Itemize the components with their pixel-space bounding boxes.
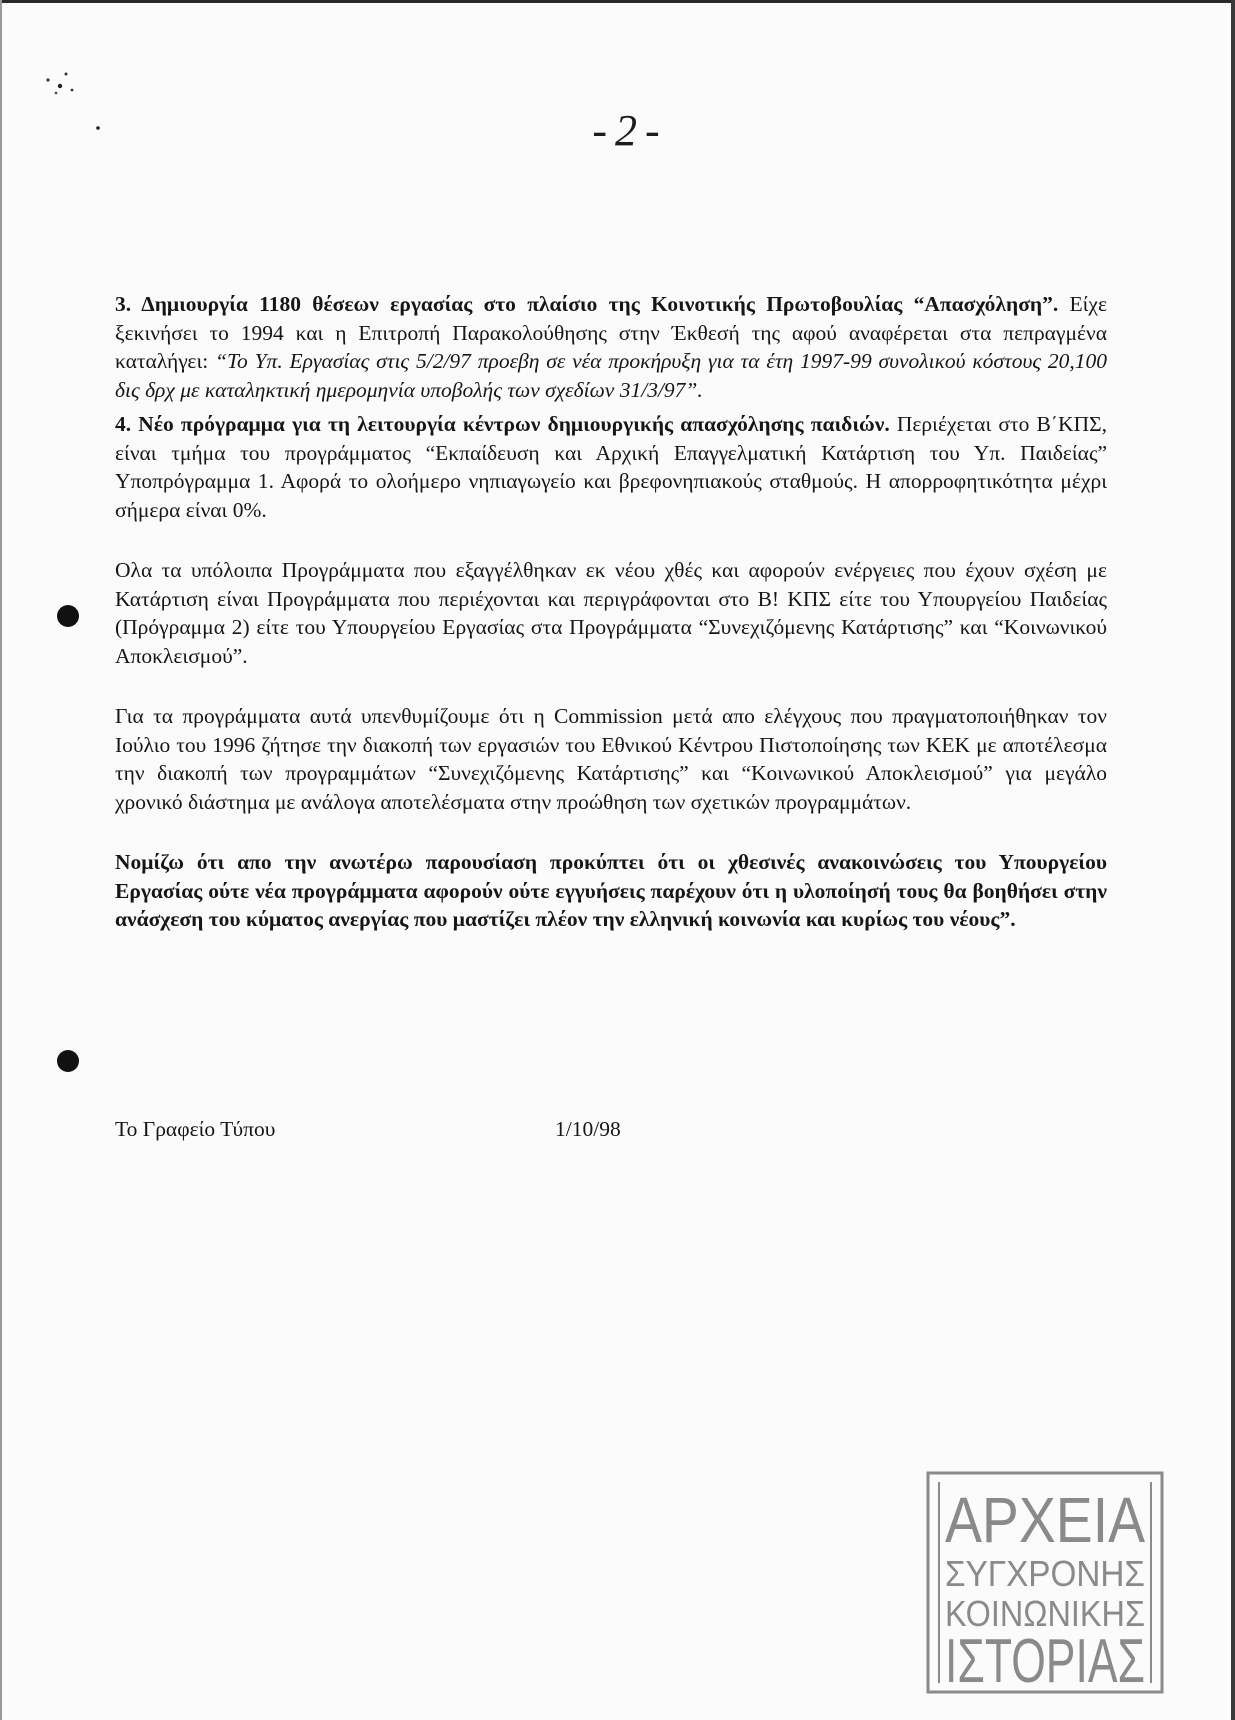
scan-specks — [38, 60, 108, 140]
item-3-label: 3. Δημιουργία 1180 θέσεων εργασίας στο πλαίσιο της Κοινοτικής Πρωτοβουλίας “Απασχόληση”. — [115, 292, 1059, 316]
item-3-text: Είχε ξεκινήσει το 1994 και η Επιτροπή Παρακολούθησης στην Έκθεσή της αφού αναφέρεται στα πεπραγμένα καταλήγει: — [115, 292, 1107, 373]
paragraph-commission: Για τα προγράμματα αυτά υπενθυμίζουμε ότι η Commission μετά απο ελέγχους που πραγματοποιήθηκαν τον Ιούλιο του 1996 ζήτησε την διακοπή των εργασιών του Εθνικού Κέντρου Πιστοποίησης των ΚΕΚ με αποτέλεσμα την διακοπή των προγραμμάτων “Συνεχιζόμενης Κατάρτισης” και “Κοινωνικού Αποκλεισμού” για μεγάλο χρονικό διάστημα με ανάλογα αποτελέσματα στην προώθηση των σχετικών προγραμμάτων. — [115, 704, 1107, 814]
scan-edge-right — [1231, 0, 1235, 1720]
svg-text:ΑΡΧΕΙΑ: ΑΡΧΕΙΑ — [945, 1484, 1146, 1556]
paragraph-conclusion: Νομίζω ότι απο την ανωτέρω παρουσίαση προκύπτει ότι οι χθεσινές ανακοινώσεις του Υπουργείου Εργασίας ούτε νέα προγράμματα αφορούν ούτε εγγυήσεις παρέχουν ότι η υλοποίησή τους θα βοηθήσει στην ανάσχεση του κύματος ανεργίας που μαστίζει πλέον την ελληνική κοινωνία και κυρίως του νέους”. — [115, 850, 1107, 931]
list-item-3 — [115, 290, 1107, 404]
scan-edge-top — [0, 0, 1235, 3]
list-item-4 — [115, 410, 1107, 524]
paragraph-other-programs: Ολα τα υπόλοιπα Προγράμματα που εξαγγέλθηκαν εκ νέου χθές και αφορούν ενέργειες που έχουν σχέση με Κατάρτιση είναι Προγράμματα που περιέχονται και περιγράφονται στο Β! ΚΠΣ είτε του Υπουργείου Παιδείας (Πρόγραμμα 2) είτε του Υπουργείου Εργασίας στα Προγράμματα “Συνεχιζόμενης Κατάρτισης” και “Κοινωνικού Αποκλεισμού”. — [115, 558, 1107, 668]
item-3-quote: “Το Υπ. Εργασίας στις 5/2/97 προεβη σε νέα προκήρυξη για τα έτη 1997-99 συνολικού κόστους 20,100 δις δρχ με καταληκτική ημερομηνία υποβολής των σχεδίων 31/3/97”. — [115, 349, 1107, 402]
item-4-label: 4. Νέο πρόγραμμα για τη λειτουργία κέντρων δημιουργικής απασχόλησης παιδιών. — [115, 412, 890, 436]
item-4-text: Περιέχεται στο Β΄ΚΠΣ, είναι τμήμα του προγράμματος “Εκπαίδευση και Αρχική Επαγγελματική Κατάρτιση του Υπ. Παιδείας” Υποπρόγραμμα 1. Αφορά το ολοήμερο νηπιαγωγείο και βρεφονηπιακούς σταθμούς. Η απορροφητικότητα μέχρι σήμερα είναι 0%. — [115, 412, 1107, 522]
bullet-dot — [57, 605, 79, 627]
archive-stamp-logo — [925, 1470, 1165, 1695]
document-body — [115, 290, 1107, 934]
svg-text:ΚΟΙΝΩΝΙΚΗΣ: ΚΟΙΝΩΝΙΚΗΣ — [945, 1593, 1145, 1634]
signature: Το Γραφείο Τύπου — [115, 1117, 276, 1141]
page-number: -2- — [592, 106, 668, 155]
svg-text:ΣΥΓΧΡΟΝΗΣ: ΣΥΓΧΡΟΝΗΣ — [945, 1553, 1145, 1594]
scan-edge-left — [0, 0, 2, 1720]
date: 1/10/98 — [555, 1117, 621, 1141]
svg-text:ΙΣΤΟΡΙΑΣ: ΙΣΤΟΡΙΑΣ — [945, 1627, 1145, 1696]
bullet-dot — [57, 1050, 79, 1072]
